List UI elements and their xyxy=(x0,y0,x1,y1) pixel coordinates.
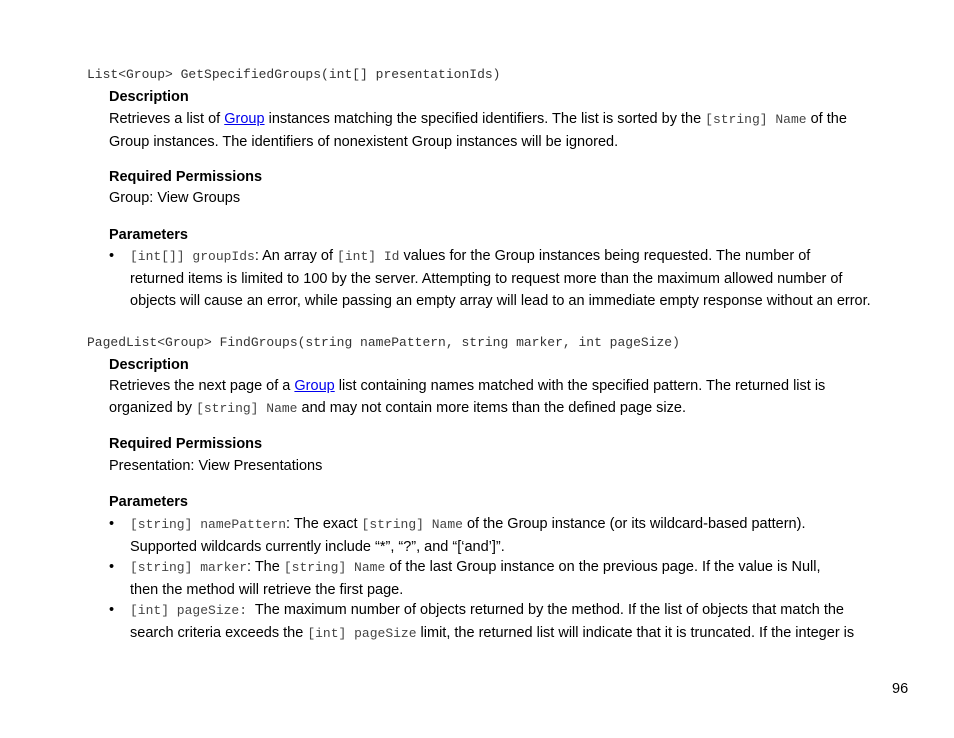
text: then the method will retrieve the first page. xyxy=(130,582,404,598)
description-text xyxy=(109,108,879,153)
group-link[interactable]: Group xyxy=(224,111,265,127)
text: of the Group instance (or its wildcard-based pattern). xyxy=(462,516,806,532)
text: and may not contain more items than the defined page size. xyxy=(297,400,686,416)
text: objects will cause an error, while passing an empty array will lead to an immediate empty response without an error. xyxy=(130,293,871,309)
text: search criteria exceeds the xyxy=(130,625,308,641)
param-name: [string] namePattern xyxy=(130,517,287,532)
text: organized by xyxy=(109,400,197,416)
permissions-heading: Required Permissions xyxy=(109,436,263,452)
code-string-name: [string] Name xyxy=(196,401,298,416)
code-string-name: [string] Name xyxy=(361,517,463,532)
text: of the xyxy=(806,111,847,127)
code-string-name: [string] Name xyxy=(283,560,386,575)
code-int-pagesize: [int] pageSize xyxy=(307,626,417,641)
description-heading: Description xyxy=(109,89,189,105)
parameter-item xyxy=(109,556,879,601)
text: instances matching the specified identifiers. The list is sorted by the xyxy=(264,111,706,127)
permissions-text: Presentation: View Presentations xyxy=(109,458,323,474)
bullet: • xyxy=(109,602,115,618)
text: returned items is limited to 100 by the server. Attempting to request more than the maximum allowed number of xyxy=(130,271,843,287)
text: The maximum number of objects returned by the method. If the list of objects that match the xyxy=(247,602,844,618)
text: list containing names matched with the specified pattern. The returned list is xyxy=(334,378,826,394)
parameters-heading: Parameters xyxy=(109,494,188,510)
text: Retrieves a list of xyxy=(109,111,225,127)
text: of the last Group instance on the previous page. If the value is Null, xyxy=(385,559,821,575)
parameters-heading: Parameters xyxy=(109,227,188,243)
text: limit, the returned list will indicate that it is truncated. If the integer is xyxy=(416,625,855,641)
parameter-item xyxy=(109,599,879,645)
bullet: • xyxy=(109,516,115,532)
param-name: [string] marker xyxy=(130,560,248,575)
param-name: [int] pageSize: xyxy=(130,603,248,618)
text: : An array of xyxy=(254,248,338,264)
code-string-name: [string] Name xyxy=(705,112,807,127)
bullet: • xyxy=(109,559,115,575)
method-signature: PagedList<Group> FindGroups(string namePattern, string marker, int pageSize) xyxy=(87,335,680,350)
bullet: • xyxy=(109,248,115,264)
text: : The xyxy=(247,559,284,575)
method-signature: List<Group> GetSpecifiedGroups(int[] presentationIds) xyxy=(87,67,501,82)
description-text xyxy=(109,375,879,420)
description-heading: Description xyxy=(109,357,189,373)
parameter-item xyxy=(109,513,879,558)
permissions-heading: Required Permissions xyxy=(109,169,263,185)
page-number: 96 xyxy=(892,681,909,697)
text: : The exact xyxy=(286,516,362,532)
permissions-text: Group: View Groups xyxy=(109,190,241,206)
text: Group instances. The identifiers of nonexistent Group instances will be ignored. xyxy=(109,134,619,150)
text: Retrieves the next page of a xyxy=(109,378,295,394)
param-name: [int[]] groupIds xyxy=(130,249,255,264)
group-link[interactable]: Group xyxy=(294,378,335,394)
code-int-id: [int] Id xyxy=(337,249,400,264)
text: Supported wildcards currently include “*”, “?”, and “[‘and’]”. xyxy=(130,539,505,555)
text: values for the Group instances being requested. The number of xyxy=(399,248,811,264)
parameter-item xyxy=(109,245,879,312)
